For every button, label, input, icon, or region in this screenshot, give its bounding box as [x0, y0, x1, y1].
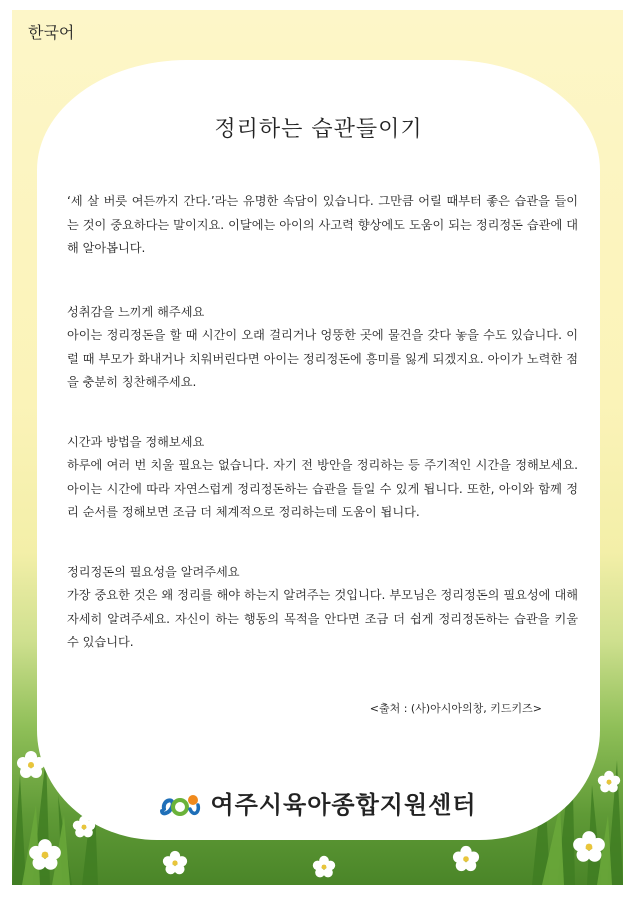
- flower-icon: [312, 855, 336, 879]
- organization-name: 여주시육아종합지원센터: [210, 791, 477, 819]
- section: [67, 431, 578, 525]
- language-label: 한국어: [28, 23, 75, 42]
- flower-icon: [452, 845, 480, 873]
- intro-paragraph: ‘세 살 버릇 여든까지 간다.’라는 유명한 속담이 있습니다. 그만큼 어릴 때부터 좋은 습관을 들이는 것이 중요하다는 말이지요. 이달에는 아이의 사고력 향상에도 도움이 되는 정리정돈 습관에 대해 알아봅니다.: [67, 194, 578, 255]
- content-card: [37, 60, 600, 840]
- source-citation: <출처 : (사)아시아의창, 키드키즈>: [369, 702, 542, 715]
- article-body: [67, 190, 578, 691]
- section-body: 아이는 정리정돈을 할 때 시간이 오래 걸리거나 엉뚱한 곳에 물건을 갖다 놓을 수도 있습니다. 이럴 때 부모가 화내거나 치워버린다면 아이는 정리정돈에 흥미를 잃게 되겠지요. 아이가 노력한 점을 충분히 칭찬해주세요.: [67, 328, 578, 389]
- section-body: 하루에 여러 번 치울 필요는 없습니다. 자기 전 방안을 정리하는 등 주기적인 시간을 정해보세요. 아이는 시간에 따라 자연스럽게 정리정돈하는 습관을 들일 수 있게 됩니다. 또한, 아이와 함께 정리 순서를 정해보면 조금 더 체계적으로 정리하는데 도움이 됩니다.: [67, 458, 578, 519]
- flower-icon: [28, 838, 62, 872]
- section-body: 가장 중요한 것은 왜 정리를 해야 하는지 알려주는 것입니다. 부모님은 정리정돈의 필요성에 대해 자세히 알려주세요. 자신이 하는 행동의 목적을 안다면 조금 더 쉽게 정리정돈하는 습관을 키울 수 있습니다.: [67, 588, 578, 649]
- section-heading: 정리정돈의 필요성을 알려주세요: [67, 564, 240, 579]
- organization-logo: [37, 785, 600, 820]
- section-heading: 시간과 방법을 정해보세요: [67, 434, 205, 449]
- org-logo-icon: [160, 787, 204, 819]
- flower-icon: [572, 830, 606, 864]
- section-heading: 성취감을 느끼게 해주세요: [67, 304, 205, 319]
- flower-icon: [597, 770, 621, 794]
- section: [67, 301, 578, 395]
- flower-icon: [162, 850, 188, 876]
- section: [67, 561, 578, 655]
- page-frame: [12, 10, 623, 885]
- page-title: 정리하는 습관들이기: [214, 117, 423, 142]
